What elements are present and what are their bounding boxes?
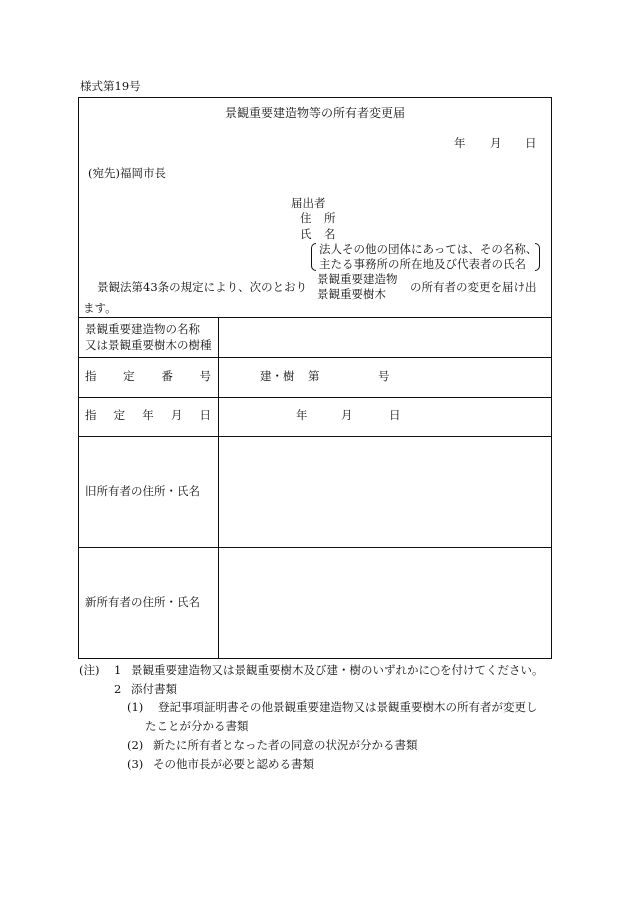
addressee: (宛先)福岡市長 xyxy=(88,166,166,180)
table-rule-1 xyxy=(78,357,552,358)
row-designation-date-char-1: 指 xyxy=(85,408,97,422)
table-rule-4 xyxy=(78,547,552,548)
row-designation-number-char-1: 指 xyxy=(85,369,97,383)
row-designation-date-char-3: 年 xyxy=(142,408,154,422)
designation-dai: 第 xyxy=(308,369,320,383)
note-2-sub-2-text: 新たに所有者となった者の同意の状況が分かる書類 xyxy=(153,738,418,752)
table-top-rule xyxy=(78,317,552,318)
note-2-sub-3-text: その他市長が必要と認める書類 xyxy=(153,757,314,771)
date-day-label: 日 xyxy=(525,136,537,150)
designation-prefix: 建・樹 xyxy=(260,369,295,383)
row-designation-date-label xyxy=(85,410,211,422)
row-name-label-line-1: 景観重要建造物の名称 xyxy=(85,322,200,336)
corp-note-bracket-right xyxy=(535,243,540,271)
designation-number-field[interactable] xyxy=(322,364,372,390)
table-column-divider xyxy=(218,317,219,658)
table-rule-2 xyxy=(78,397,552,398)
note-2-sub-3-number: (3) xyxy=(127,757,144,771)
note-2-sub-1-text-line-1: 登記事項証明書その他景観重要建造物又は景観重要樹木の所有者が変更し xyxy=(158,700,538,714)
row-designation-date-char-4: 月 xyxy=(170,408,183,422)
name-label-1: 氏 xyxy=(300,227,312,241)
note-2-sub-1-text-line-2: たことが分かる書類 xyxy=(145,719,249,733)
designation-go: 号 xyxy=(378,369,390,383)
designation-year-label: 年 xyxy=(296,408,308,422)
date-year-label: 年 xyxy=(454,136,466,150)
table-rule-3 xyxy=(78,436,552,437)
row-name-label-line-2: 又は景観重要樹木の樹種 xyxy=(85,338,212,352)
form-number: 様式第19号 xyxy=(80,79,141,93)
row-designation-date-char-2: 定 xyxy=(113,408,126,422)
row-designation-number-label xyxy=(85,371,211,383)
designation-day-label: 日 xyxy=(389,408,401,422)
date-month-label: 月 xyxy=(490,136,502,150)
note-1-text: 景観重要建造物又は景観重要樹木及び建・樹のいずれかに○を付けてください。 xyxy=(131,663,544,677)
address-label-2: 所 xyxy=(324,211,336,225)
statement-option-tree: 景観重要樹木 xyxy=(317,287,386,301)
note-1-number: 1 xyxy=(114,663,122,677)
statement-before: 景観法第43条の規定により、次のとおり xyxy=(97,280,308,294)
former-owner-label: 旧所有者の住所・氏名 xyxy=(85,484,200,498)
note-2-number: 2 xyxy=(114,682,122,696)
row-designation-number-char-2: 定 xyxy=(123,369,135,383)
structure-name-field[interactable] xyxy=(224,322,546,352)
corp-note-line-1: 法人その他の団体にあっては、その名称、 xyxy=(319,242,538,256)
row-designation-number-char-4: 号 xyxy=(199,369,211,383)
corp-note-bracket-left xyxy=(311,243,316,271)
name-label-2: 名 xyxy=(324,227,336,241)
statement-option-building: 景観重要建造物 xyxy=(317,272,398,286)
note-2-sub-1-number: (1) xyxy=(127,700,144,714)
statement-after: の所有者の変更を届け出 xyxy=(410,280,537,294)
new-owner-field[interactable] xyxy=(224,553,546,653)
row-designation-number-char-3: 番 xyxy=(161,369,173,383)
note-2-text: 添付書類 xyxy=(131,682,177,696)
address-label-1: 住 xyxy=(300,211,312,225)
note-2-sub-2-number: (2) xyxy=(127,738,144,752)
statement-tail: ます。 xyxy=(83,301,117,315)
new-owner-label: 新所有者の住所・氏名 xyxy=(85,595,200,609)
former-owner-field[interactable] xyxy=(224,442,546,542)
corp-note-line-2: 主たる事務所の所在地及び代表者の氏名 xyxy=(319,257,526,271)
notes-prefix: (注) xyxy=(79,663,100,677)
designation-month-label: 月 xyxy=(341,408,353,422)
form-title: 景観重要建造物等の所有者変更届 xyxy=(224,106,405,120)
notifier-label: 届出者 xyxy=(291,196,326,210)
row-designation-date-char-5: 日 xyxy=(199,408,211,422)
